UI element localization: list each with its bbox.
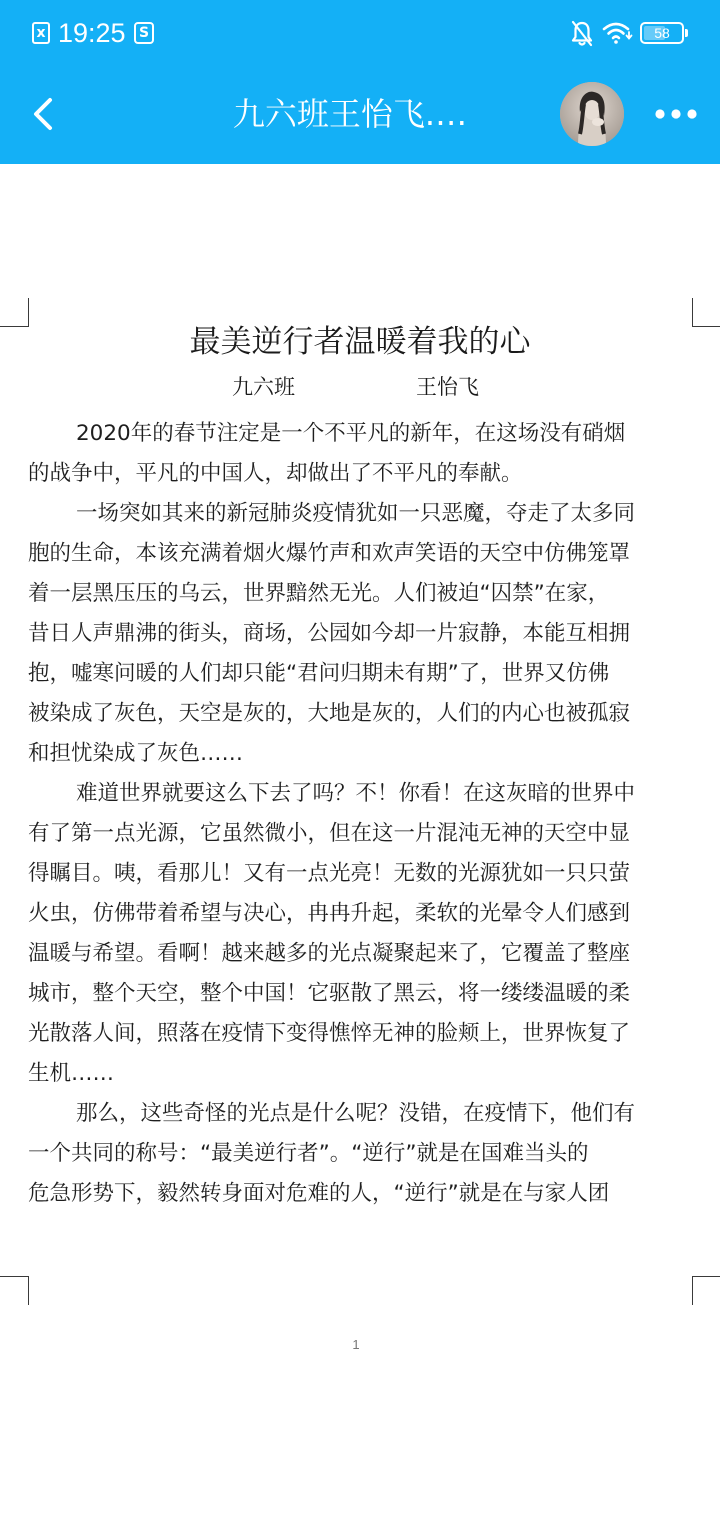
bell-off-icon xyxy=(570,20,594,48)
text-line: 抱，嘘寒问暖的人们却只能“君问归期未有期”了，世界又仿佛 xyxy=(28,661,610,686)
text-line: 温暖与希望。看啊！越来越多的光点凝聚起来了，它覆盖了整座 xyxy=(28,941,631,966)
text-line: 一场突如其来的新冠肺炎疫情犹如一只恶魔，夺走了太多同 xyxy=(76,501,636,526)
text-line: 光散落人间，照落在疫情下变得憔悴无神的脸颊上，世界恢复了 xyxy=(28,1021,631,1046)
text-line: 危急形势下，毅然转身面对危难的人，“逆行”就是在与家人团 xyxy=(28,1181,610,1206)
text-line: 一个共同的称号：“最美逆行者”。“逆行”就是在国难当头的 xyxy=(28,1141,589,1166)
text-line: 和担忧染成了灰色…… xyxy=(28,741,244,766)
crop-mark-bottom-left xyxy=(0,1276,29,1305)
title-bar xyxy=(0,66,720,164)
avatar[interactable] xyxy=(560,82,624,146)
byline-class: 九六班 xyxy=(232,375,295,399)
text-line: 有了第一点光源，它虽然微小，但在这一片混沌无神的天空中显 xyxy=(28,821,631,846)
battery-percent: 58 xyxy=(654,25,670,41)
document-page[interactable] xyxy=(0,164,720,1520)
text-line: 城市，整个天空，整个中国！它驱散了黑云，将一缕缕温暖的柔 xyxy=(28,981,631,1006)
text-line: 生机…… xyxy=(28,1061,115,1086)
text-line: 胞的生命，本该充满着烟火爆竹声和欢声笑语的天空中仿佛笼罩 xyxy=(28,541,631,566)
chevron-left-icon[interactable] xyxy=(22,88,70,140)
text-line: 昔日人声鼎沸的街头，商场，公园如今却一片寂静，本能互相拥 xyxy=(28,621,631,646)
article-body xyxy=(28,414,698,1214)
avatar-image xyxy=(560,82,624,146)
article-title: 最美逆行者温暖着我的心 xyxy=(189,324,531,360)
text-line: 的战争中，平凡的中国人，却做出了不平凡的奉献。 xyxy=(28,461,523,486)
text-line: 被染成了灰色，天空是灰的，大地是灰的，人们的内心也被孤寂 xyxy=(28,701,631,726)
page-number: 1 xyxy=(352,1337,360,1352)
text-line: 2020年的春节注定是一个不平凡的新年，在这场没有硝烟 xyxy=(76,421,626,446)
battery-cap xyxy=(685,29,688,37)
text-line: 那么，这些奇怪的光点是什么呢？没错，在疫情下，他们有 xyxy=(76,1101,636,1126)
battery-icon xyxy=(640,22,684,44)
byline-author: 王怡飞 xyxy=(416,375,479,399)
text-line: 火虫，仿佛带着希望与决心，冉冉升起，柔软的光晕令人们感到 xyxy=(28,901,631,926)
text-line: 难道世界就要这么下去了吗？不！你看！在这灰暗的世界中 xyxy=(76,781,636,806)
more-dots-icon[interactable] xyxy=(650,96,702,132)
app-header xyxy=(0,0,720,164)
excel-icon: x xyxy=(32,22,50,44)
crop-mark-bottom-right xyxy=(692,1276,720,1305)
status-bar xyxy=(0,0,720,66)
wifi-icon xyxy=(602,20,634,46)
status-time: 19:25 xyxy=(58,18,126,48)
text-line: 得瞩目。咦，看那儿！又有一点光亮！无数的光源犹如一只只萤 xyxy=(28,861,631,886)
text-line: 着一层黑压压的乌云，世界黯然无光。人们被迫“囚禁”在家， xyxy=(28,581,610,606)
document-title: 九六班王怡飞.… xyxy=(232,95,468,133)
s-app-icon: S xyxy=(134,22,154,44)
